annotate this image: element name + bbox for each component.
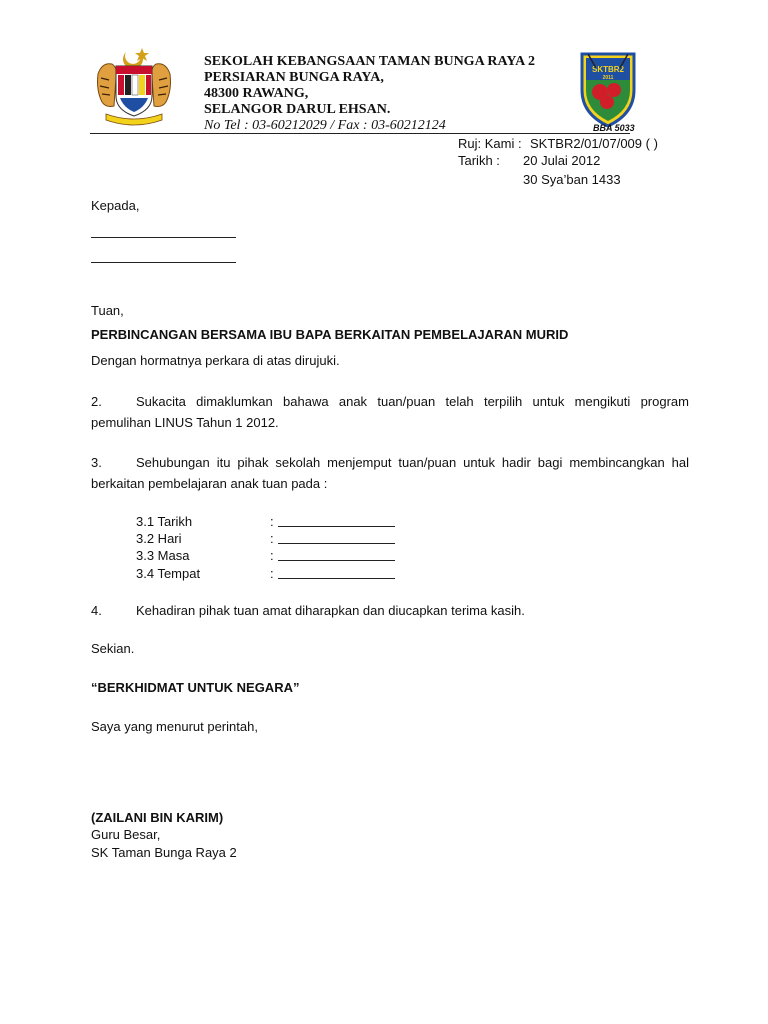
motto: “BERKHIDMAT UNTUK NEGARA” — [91, 680, 300, 695]
letterhead-contact: No Tel : 03-60212029 / Fax : 03-60212124 — [204, 118, 446, 133]
hijri-date: 30 Sya’ban 1433 — [523, 172, 621, 187]
recipient-line-2 — [91, 250, 236, 263]
letterhead-divider — [90, 133, 630, 134]
paragraph-3 — [91, 452, 689, 494]
paragraph-2-number: 2. — [91, 394, 102, 409]
signatory-school: SK Taman Bunga Raya 2 — [91, 845, 237, 860]
detail-blank-line — [278, 543, 395, 544]
paragraph-2-text: Sukacita dimaklumkan bahawa anak tuan/puan telah terpilih untuk mengikuti program pemulihan LINUS Tahun 1 2012. — [91, 394, 689, 430]
school-badge-logo — [578, 50, 638, 134]
letterhead-address-line-2: 48300 RAWANG, — [204, 86, 309, 101]
badge-year: 2011 — [602, 75, 614, 81]
letterhead-address-line-3: SELANGOR DARUL EHSAN. — [204, 102, 391, 117]
ruj-value: SKTBR2/01/07/009 ( ) — [530, 136, 658, 151]
detail-colon: : — [270, 548, 274, 563]
paragraph-3-number: 3. — [91, 455, 102, 470]
paragraph-4 — [91, 600, 689, 621]
detail-label: 3.4 Tempat — [136, 566, 201, 581]
detail-label: 3.2 Hari — [136, 531, 182, 546]
sekian-text: Sekian. — [91, 641, 135, 656]
tarikh-value: 20 Julai 2012 — [523, 153, 601, 168]
signatory-title: Guru Besar, — [91, 827, 161, 842]
yours-faithfully: Saya yang menurut perintah, — [91, 719, 258, 734]
letter-subject: PERBINCANGAN BERSAMA IBU BAPA BERKAITAN PEMBELAJARAN MURID — [91, 327, 569, 342]
malaysia-coat-of-arms-logo — [92, 44, 176, 128]
opening-line: Dengan hormatnya perkara di atas dirujuki. — [91, 353, 340, 368]
signatory-name: (ZAILANI BIN KARIM) — [91, 810, 224, 825]
paragraph-4-number: 4. — [91, 603, 102, 618]
detail-blank-line — [278, 578, 395, 579]
detail-colon: : — [270, 531, 274, 546]
detail-blank-line — [278, 526, 395, 527]
letterhead-school-name: SEKOLAH KEBANGSAAN TAMAN BUNGA RAYA 2 — [204, 54, 536, 69]
paragraph-3-text: Sehubungan itu pihak sekolah menjemput tuan/puan untuk hadir bagi membincangkan hal berkaitan pembelajaran anak tuan pada : — [91, 455, 689, 491]
paragraph-4-text: Kehadiran pihak tuan amat diharapkan dan diucapkan terima kasih. — [136, 603, 525, 618]
tarikh-label: Tarikh : — [458, 153, 500, 168]
letterhead-address-line-1: PERSIARAN BUNGA RAYA, — [204, 70, 384, 85]
recipient-line-1 — [91, 225, 236, 238]
badge-label: SKTBR2 — [591, 65, 625, 74]
salutation: Tuan, — [91, 303, 124, 318]
detail-label: 3.1 Tarikh — [136, 514, 193, 529]
detail-label: 3.3 Masa — [136, 548, 190, 563]
detail-blank-line — [278, 560, 395, 561]
kepada-label: Kepada, — [91, 198, 140, 213]
paragraph-2 — [91, 391, 689, 433]
detail-colon: : — [270, 514, 274, 529]
badge-code: BBA 5033 — [593, 123, 635, 133]
ruj-label: Ruj: Kami : — [458, 136, 522, 151]
detail-colon: : — [270, 566, 274, 581]
